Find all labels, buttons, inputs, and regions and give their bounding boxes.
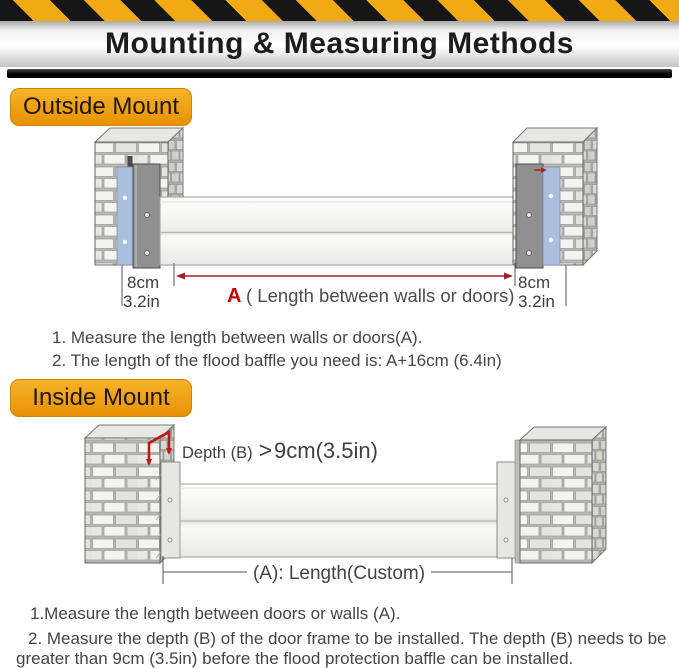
hazard-stripe-banner xyxy=(0,0,679,21)
depth-requirement-label: Depth (B) >9cm(3.5in) xyxy=(182,437,378,463)
banner-shadow-bar xyxy=(7,69,672,78)
inside-step-1: 1.Measure the length between doors or walls (A). xyxy=(30,604,401,623)
channel-slot xyxy=(128,156,133,168)
length-dimension-arrow xyxy=(176,273,513,280)
length-letter-label: A xyxy=(227,285,242,307)
outside-mount-diagram xyxy=(0,118,679,318)
wall-channel-left xyxy=(117,167,133,265)
right-offset-cm-label: 8cm xyxy=(518,273,551,292)
end-plate-right xyxy=(497,462,516,558)
page-title: Mounting & Measuring Methods xyxy=(0,21,679,67)
inside-mount-diagram xyxy=(0,418,679,598)
mounting-bracket-right xyxy=(516,164,543,268)
length-dimension xyxy=(163,556,512,584)
flood-barrier-panel xyxy=(160,197,513,265)
length-caption-label: ( Length between walls or doors) xyxy=(246,285,515,306)
outside-mount-steps xyxy=(52,326,502,372)
left-offset-cm-label: 8cm xyxy=(127,273,160,292)
wall-channel-right xyxy=(543,167,560,265)
flood-barrier-panel xyxy=(180,484,497,557)
mounting-bracket-left xyxy=(133,164,160,268)
outside-mount-badge: Outside Mount xyxy=(10,88,192,126)
outside-step-1: 1. Measure the length between walls or doors(A). xyxy=(52,328,423,347)
brick-pillar-right xyxy=(515,427,606,563)
inside-step-2: 2. Measure the depth (B) of the door frame to be installed. The depth (B) needs to be greater than 9cm (3.5in) before the flood protection baffle can be installed. xyxy=(16,629,667,668)
left-offset-in-label: 3.2in xyxy=(123,292,160,311)
length-caption-label: (A): Length(Custom) xyxy=(252,563,426,584)
right-offset-in-label: 3.2in xyxy=(518,292,555,311)
outside-step-2: 2. The length of the flood baffle you need is: A+16cm (6.4in) xyxy=(52,351,502,370)
inside-mount-badge: Inside Mount xyxy=(10,379,192,417)
